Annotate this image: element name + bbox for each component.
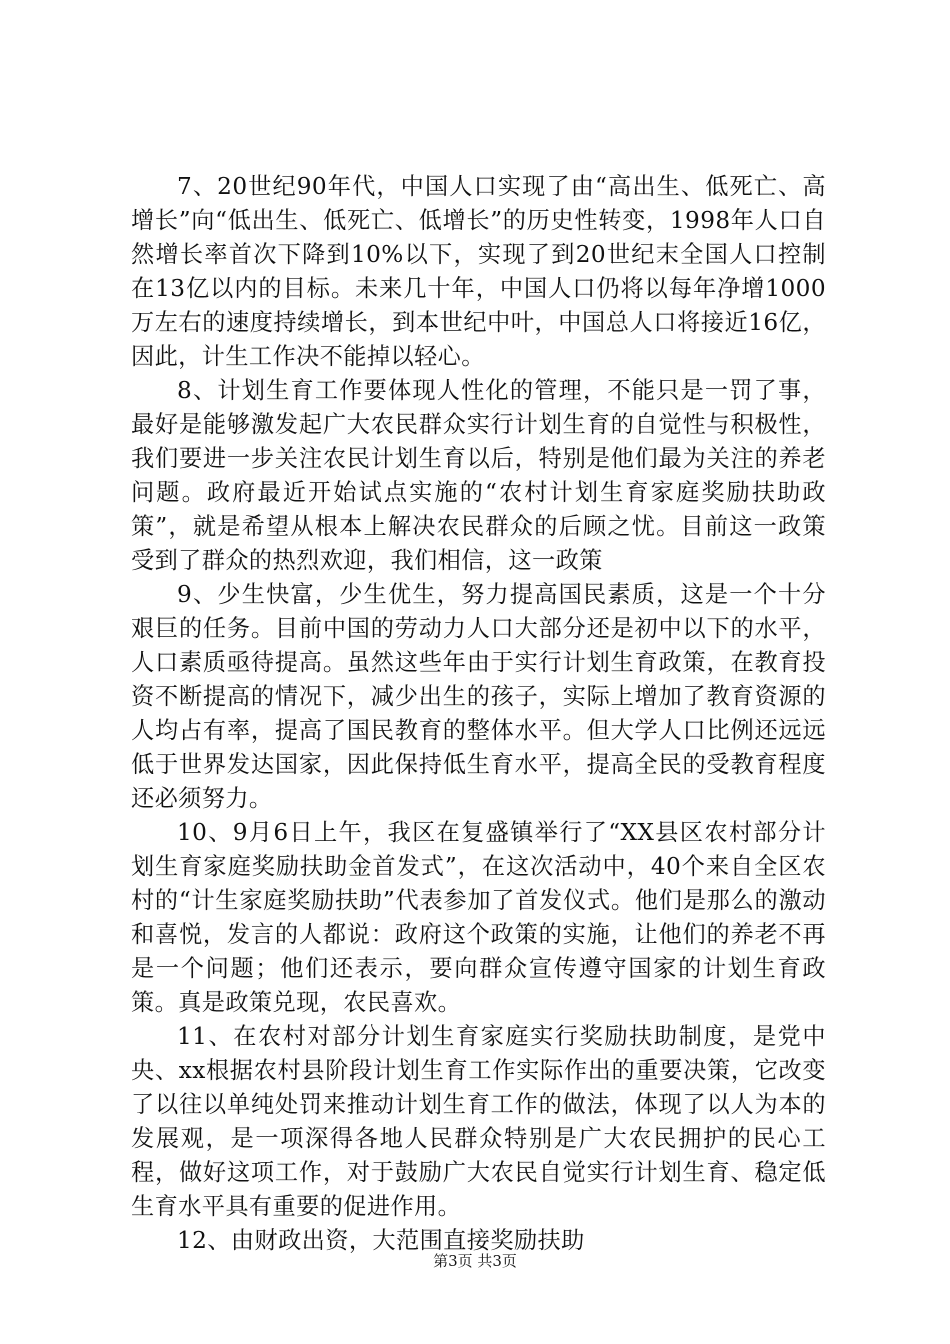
paragraph-11: 11、在农村对部分计划生育家庭实行奖励扶助制度，是党中央、xx根据农村县阶段计划生育工作实际作出的重要决策，它改变了以往以单纯处罚来推动计划生育工作的做法，体现了以人为本的发展观，是一项深得各地人民群众特别是广大农民拥护的民心工程，做好这项工作，对于鼓励广大农民自觉实行计划生育、稳定低生育水平具有重要的促进作用。 — [131, 1023, 826, 1220]
paragraph-10: 10、9月6日上午，我区在复盛镇举行了“XX县区农村部分计划生育家庭奖励扶助金首发式”，在这次活动中，40个来自全区农村的“计生家庭奖励扶助”代表参加了首发仪式。他们是那么的激动和喜悦，发言的人都说：政府这个政策的实施，让他们的养老不再是一个问题；他们还表示，要向群众宣传遵守国家的计划生育政策。真是政策兑现，农民喜欢。 — [131, 819, 826, 1016]
paragraph-7: 7、20世纪90年代，中国人口实现了由“高出生、低死亡、高增长”向“低出生、低死亡、低增长”的历史性转变，1998年人口自然增长率首次下降到10%以下，实现了到20世纪末全国人口控制在13亿以内的目标。未来几十年，中国人口仍将以每年净增1000万左右的速度持续增长，到本世纪中叶，中国总人口将接近16亿，因此，计生工作决不能掉以轻心。 — [131, 173, 826, 370]
paragraph-8: 8、计划生育工作要体现人性化的管理，不能只是一罚了事，最好是能够激发起广大农民群众实行计划生育的自觉性与积极性，我们要进一步关注农民计划生育以后，特别是他们最为关注的养老问题。政府最近开始试点实施的“农村计划生育家庭奖励扶助政策”，就是希望从根本上解决农民群众的后顾之忧。目前这一政策受到了群众的热烈欢迎，我们相信，这一政策 — [131, 377, 826, 574]
document-body — [131, 170, 826, 1258]
paragraph-9: 9、少生快富，少生优生，努力提高国民素质，这是一个十分艰巨的任务。目前中国的劳动力人口大部分还是初中以下的水平，人口素质亟待提高。虽然这些年由于实行计划生育政策，在教育投资不断提高的情况下，减少出生的孩子，实际上增加了教育资源的人均占有率，提高了国民教育的整体水平。但大学人口比例还远远低于世界发达国家，因此保持低生育水平，提高全民的受教育程度还必须努力。 — [131, 581, 826, 812]
paragraph-12: 12、由财政出资，大范围直接奖励扶助 — [177, 1227, 585, 1254]
page-number-footer: 第3页 共3页 — [433, 1252, 517, 1270]
